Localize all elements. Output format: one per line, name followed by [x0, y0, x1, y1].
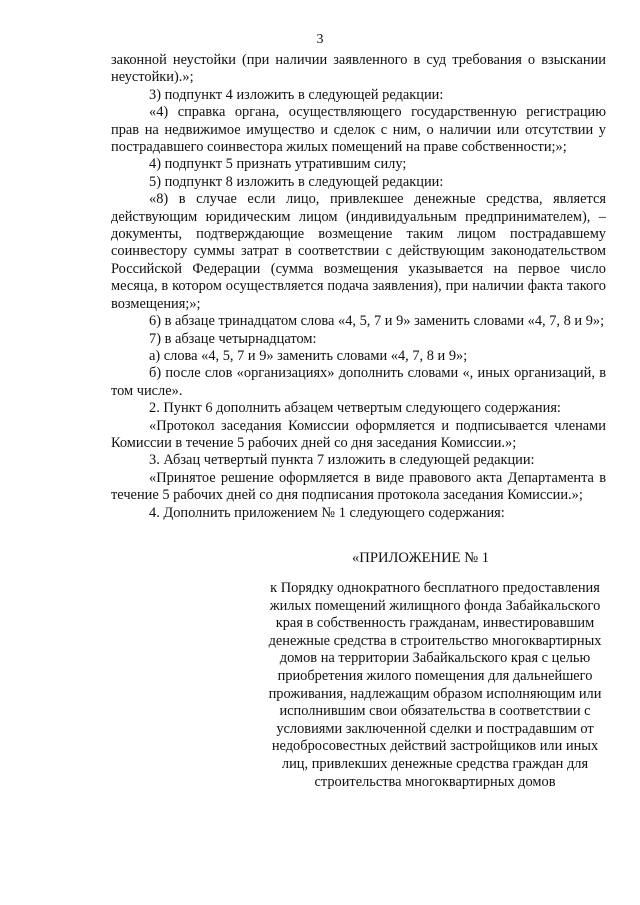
- appendix-title: «ПРИЛОЖЕНИЕ № 1: [352, 550, 490, 566]
- paragraph-2: «4) справка органа, осуществляющего государственную регистрацию прав на недвижимое имущество и сделок с ним, о наличии или отсутствии у пострадавшего соинвестора жилых помещений на праве собственности;»;: [111, 104, 606, 156]
- document-body: [111, 52, 606, 522]
- paragraph-5: «8) в случае если лицо, привлекшее денежные средства, является действующим юридическим лицом (индивидуальным предпринимателем), – документы, подтверждающие возмещение таким лицом пострадавшему соинвестору суммы затрат в соответствии с действующим законодательством Российской Федерации (сумма возмещения указывается на первое число месяца, в котором осуществляется подача заявления), при наличии факта такого возмещения;»;: [111, 191, 606, 312]
- paragraph-6: 6) в абзаце тринадцатом слова «4, 5, 7 и 9» заменить словами «4, 7, 8 и 9»;: [149, 313, 605, 330]
- paragraph-8: а) слова «4, 5, 7 и 9» заменить словами «4, 7, 8 и 9»;: [149, 347, 468, 364]
- paragraph-3: 4) подпункт 5 признать утратившим силу;: [149, 156, 407, 173]
- paragraph-13: «Принятое решение оформляется в виде правового акта Департамента в течение 5 рабочих дней со дня подписания протокола заседания Комиссии.»;: [111, 469, 606, 504]
- paragraph-12: 3. Абзац четвертый пункта 7 изложить в следующей редакции:: [149, 452, 535, 469]
- paragraph-9: б) после слов «организациях» дополнить словами «, иных организаций, в том числе».: [111, 365, 606, 399]
- appendix-caption: к Порядку однократного бесплатного предоставления жилых помещений жилищного фонда Забайкальского края в собственность гражданам, инвестировавшим денежные средства в строительство многоквартирных домов на территории Забайкальского края с целью приобретения жилого помещения для дальнейшего проживания, надлежащим образом исполняющим или исполнившим свои обязательства в соответствии с условиями заключенной сделки и пострадавшим от недобросовестных действий застройщиков или иных лиц, привлекших денежные средства граждан для строительства многоквартирных домов: [268, 580, 602, 790]
- paragraph-0: законной неустойки (при наличии заявленного в суд требования о взыскании неустойки).»;: [111, 52, 606, 86]
- paragraph-11: «Протокол заседания Комиссии оформляется и подписывается членами Комиссии в течение 5 рабочих дней со дня заседания Комиссии.»;: [111, 417, 606, 451]
- paragraph-10: 2. Пункт 6 дополнить абзацем четвертым следующего содержания:: [149, 400, 561, 417]
- paragraph-7: 7) в абзаце четырнадцатом:: [149, 330, 317, 347]
- paragraph-1: 3) подпункт 4 изложить в следующей редакции:: [149, 86, 444, 103]
- paragraph-4: 5) подпункт 8 изложить в следующей редакции:: [149, 173, 444, 190]
- paragraph-14: 4. Дополнить приложением № 1 следующего содержания:: [149, 504, 505, 521]
- page-number: 3: [316, 32, 324, 47]
